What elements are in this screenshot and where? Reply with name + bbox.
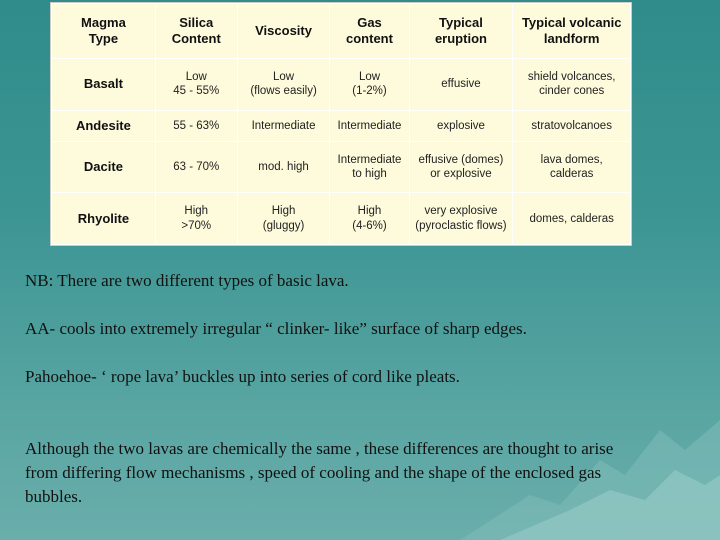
table-cell: High >70% <box>155 193 237 245</box>
table-cell: Low 45 - 55% <box>155 59 237 111</box>
table-cell: mod. high <box>237 141 330 193</box>
magma-type-cell: Andesite <box>52 110 156 141</box>
table-row <box>52 110 631 141</box>
table-cell: stratovolcanoes <box>513 110 631 141</box>
table-row <box>52 141 631 193</box>
table-header-row <box>52 4 631 59</box>
table-cell: lava domes, calderas <box>513 141 631 193</box>
magma-type-cell: Rhyolite <box>52 193 156 245</box>
note-pahoehoe: Pahoehoe- ‘ rope lava’ buckles up into series of cord like pleats. <box>25 367 460 386</box>
header-volcanic-landform: Typical volcanic landform <box>513 4 631 59</box>
magma-table-container <box>50 2 632 246</box>
header-typical-eruption: Typical eruption <box>409 4 513 59</box>
table-cell: Intermediate <box>330 110 409 141</box>
header-viscosity: Viscosity <box>237 4 330 59</box>
header-silica-content: Silica Content <box>155 4 237 59</box>
note-nb: NB: There are two different types of basic lava. <box>25 271 349 290</box>
note-aa: AA- cools into extremely irregular “ clinker- like” surface of sharp edges. <box>25 319 527 338</box>
table-cell: 63 - 70% <box>155 141 237 193</box>
table-cell: explosive <box>409 110 513 141</box>
magma-types-table <box>51 3 631 245</box>
table-cell: Low (1-2%) <box>330 59 409 111</box>
note-although: Although the two lavas are chemically the same , these differences are thought to arise from differing flow mechanisms , speed of cooling and the shape of the enclosed gas bubbles. <box>25 439 614 506</box>
table-cell: Intermediate to high <box>330 141 409 193</box>
table-cell: very explosive (pyroclastic flows) <box>409 193 513 245</box>
table-cell: High (gluggy) <box>237 193 330 245</box>
header-gas-content: Gas content <box>330 4 409 59</box>
table-cell: domes, calderas <box>513 193 631 245</box>
table-cell: shield volcances, cinder cones <box>513 59 631 111</box>
table-cell: Low (flows easily) <box>237 59 330 111</box>
table-cell: High (4-6%) <box>330 193 409 245</box>
table-row <box>52 193 631 245</box>
table-cell: effusive (domes) or explosive <box>409 141 513 193</box>
magma-type-cell: Dacite <box>52 141 156 193</box>
table-cell: 55 - 63% <box>155 110 237 141</box>
table-row <box>52 59 631 111</box>
magma-type-cell: Basalt <box>52 59 156 111</box>
header-magma-type: Magma Type <box>52 4 156 59</box>
table-cell: effusive <box>409 59 513 111</box>
table-cell: Intermediate <box>237 110 330 141</box>
